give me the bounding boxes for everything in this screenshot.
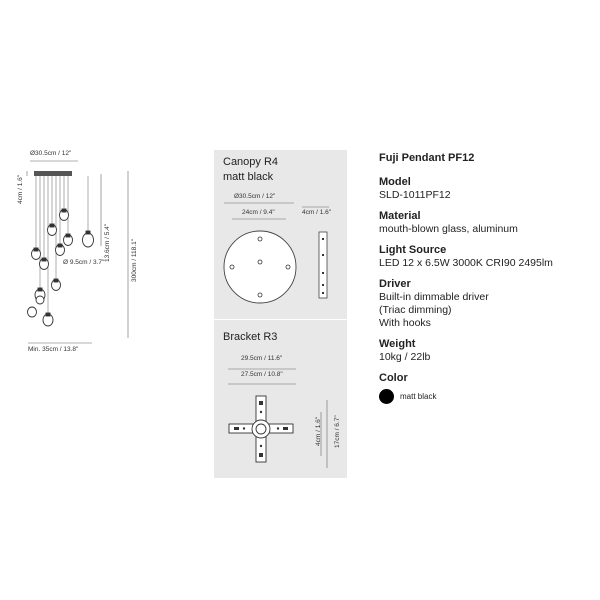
canopy-subtitle: matt black bbox=[223, 171, 274, 183]
driver-line-2: (Triac dimming) bbox=[379, 304, 452, 316]
weight-label: Weight bbox=[379, 338, 416, 350]
weight-value: 10kg / 22lb bbox=[379, 351, 431, 363]
top-diameter-dimension: Ø30.5cm / 12" bbox=[30, 150, 72, 157]
panel-divider bbox=[214, 319, 347, 320]
canopy-bar bbox=[34, 171, 72, 176]
canopy-disc bbox=[224, 231, 296, 303]
model-label: Model bbox=[379, 176, 411, 188]
bracket-inner-width-dimension: 27.5cm / 10.8" bbox=[241, 371, 283, 378]
accessory-panel bbox=[214, 150, 347, 478]
pendant-cluster-illustration bbox=[0, 140, 200, 370]
canopy-title: Canopy R4 bbox=[223, 156, 279, 168]
driver-label: Driver bbox=[379, 278, 411, 290]
product-name: Fuji Pendant PF12 bbox=[379, 152, 475, 164]
canopy-side-height-dimension: 4cm / 1.6" bbox=[302, 209, 332, 216]
color-label: Color bbox=[379, 372, 408, 384]
canopy-side-profile bbox=[319, 232, 327, 298]
material-label: Material bbox=[379, 210, 421, 222]
driver-line-3: With hooks bbox=[379, 317, 431, 329]
canopy-inner-width-dimension: 24cm / 9.4" bbox=[242, 209, 275, 216]
driver-line-1: Built-in dimmable driver bbox=[379, 291, 489, 303]
spec-list bbox=[379, 152, 589, 404]
canopy-height-dimension: 4cm / 1.6" bbox=[17, 174, 24, 204]
color-swatch bbox=[379, 389, 394, 404]
bracket-cross bbox=[229, 396, 293, 462]
canopy-diameter-dimension: Ø30.5cm / 12" bbox=[234, 193, 276, 200]
color-row bbox=[379, 389, 589, 404]
bracket-small-height-dimension: 4cm / 1.6" bbox=[315, 416, 322, 446]
pendant-diameter-dimension: Ø 9.5cm / 3.7" bbox=[63, 259, 105, 266]
material-value: mouth-blown glass, aluminum bbox=[379, 223, 518, 235]
bracket-title: Bracket R3 bbox=[223, 331, 278, 343]
model-value: SLD-1011PF12 bbox=[379, 189, 451, 201]
color-value: matt black bbox=[400, 392, 437, 401]
bracket-large-height-dimension: 17cm / 6.7" bbox=[334, 415, 341, 448]
min-width-dimension: Min. 35cm / 13.8" bbox=[28, 346, 79, 353]
pendant-drawing bbox=[0, 140, 200, 370]
light-source-value: LED 12 x 6.5W 3000K CRI90 2495lm bbox=[379, 257, 553, 269]
pendant-height-dimension: 13.6cm / 5.4" bbox=[104, 223, 111, 262]
pendant-shades bbox=[28, 209, 94, 326]
light-source-label: Light Source bbox=[379, 244, 447, 256]
bracket-outer-width-dimension: 29.5cm / 11.6" bbox=[241, 355, 283, 362]
total-height-dimension: 300cm / 118.1" bbox=[131, 238, 138, 282]
